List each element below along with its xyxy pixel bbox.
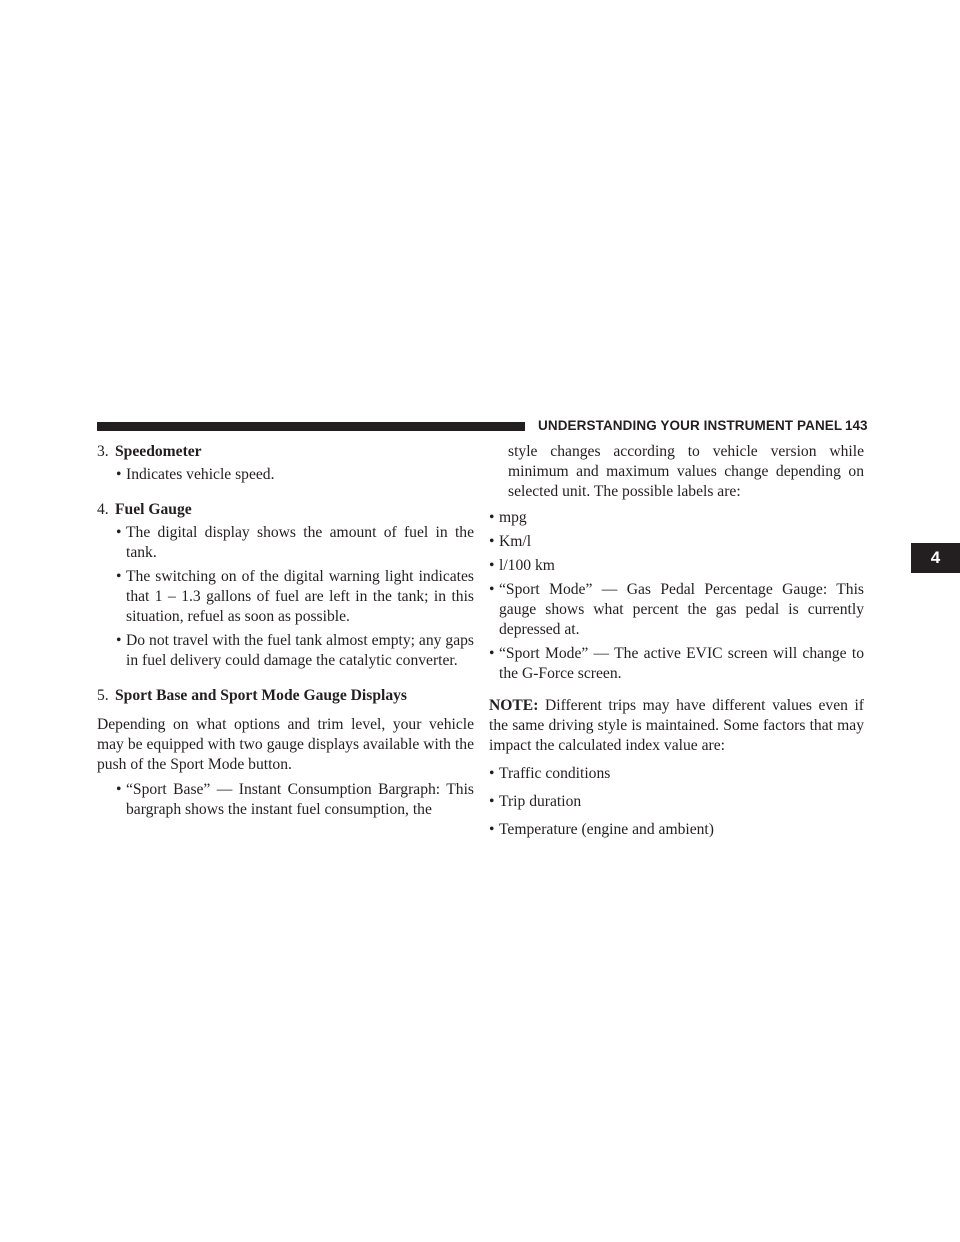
- section-number: 5.: [97, 687, 109, 704]
- list-item: • Traffic conditions: [489, 765, 611, 782]
- section-header-title: UNDERSTANDING YOUR INSTRUMENT PANEL: [538, 418, 843, 433]
- note-label: NOTE:: [489, 697, 539, 714]
- note-text: Different trips may have different values even if the same driving style is maintained. Some factors that may impact the calculated index value are:: [489, 697, 864, 754]
- section-title: Sport Base and Sport Mode Gauge Displays: [115, 687, 407, 704]
- list-item: • “Sport Base” — Instant Consumption Bargraph: This bargraph shows the instant fuel consumption, the: [116, 781, 474, 818]
- list-item: • Trip duration: [489, 793, 582, 810]
- bullet-icon: •: [489, 765, 495, 782]
- right-column: [489, 442, 864, 844]
- list-item: • The switching on of the digital warning light indicates that 1 – 1.3 gallons of fuel are left in the tank; in this situation, refuel as soon as possible.: [116, 568, 474, 625]
- section-number: 3.: [97, 443, 109, 460]
- section-heading-fuel-gauge: [97, 500, 474, 520]
- bullet-icon: •: [489, 821, 495, 838]
- bullet-icon: •: [116, 568, 122, 585]
- header-rule: [97, 422, 525, 431]
- bullet-icon: •: [116, 466, 122, 483]
- list-item: • “Sport Mode” — The active EVIC screen will change to the G-Force screen.: [489, 645, 864, 682]
- bullet-icon: •: [489, 509, 495, 526]
- list-item: • Do not travel with the fuel tank almost empty; any gaps in fuel delivery could damage the catalytic converter.: [116, 632, 474, 669]
- section-number: 4.: [97, 501, 109, 518]
- bullet-icon: •: [116, 632, 122, 649]
- list-item: • Temperature (engine and ambient): [489, 821, 714, 838]
- body-paragraph: Depending on what options and trim level, your vehicle may be equipped with two gauge displays available with the push of the Sport Mode button.: [97, 716, 474, 773]
- bullet-icon: •: [489, 581, 495, 598]
- page-number: 143: [845, 418, 868, 433]
- chapter-tab: 4: [911, 543, 960, 573]
- list-item: • The digital display shows the amount of fuel in the tank.: [116, 524, 474, 561]
- bullet-icon: •: [489, 793, 495, 810]
- continued-bullet-text: style changes according to vehicle version while minimum and maximum values change depending on selected unit. The possible labels are:: [508, 443, 864, 500]
- section-title: Speedometer: [115, 443, 202, 460]
- list-item: • Indicates vehicle speed.: [116, 466, 275, 483]
- note-paragraph: [489, 696, 864, 756]
- list-item: • Km/l: [489, 533, 532, 550]
- list-item: • “Sport Mode” — Gas Pedal Percentage Gauge: This gauge shows what percent the gas pedal is currently depressed at.: [489, 581, 864, 638]
- left-column: [97, 442, 474, 824]
- bullet-icon: •: [116, 781, 122, 798]
- bullet-icon: •: [489, 533, 495, 550]
- bullet-icon: •: [116, 524, 122, 541]
- section-title: Fuel Gauge: [115, 501, 192, 518]
- list-item: • mpg: [489, 509, 527, 526]
- list-item: • l/100 km: [489, 557, 555, 574]
- section-heading-speedometer: [97, 442, 474, 462]
- bullet-icon: •: [489, 557, 495, 574]
- bullet-icon: •: [489, 645, 495, 662]
- section-heading-sport-displays: [97, 686, 474, 706]
